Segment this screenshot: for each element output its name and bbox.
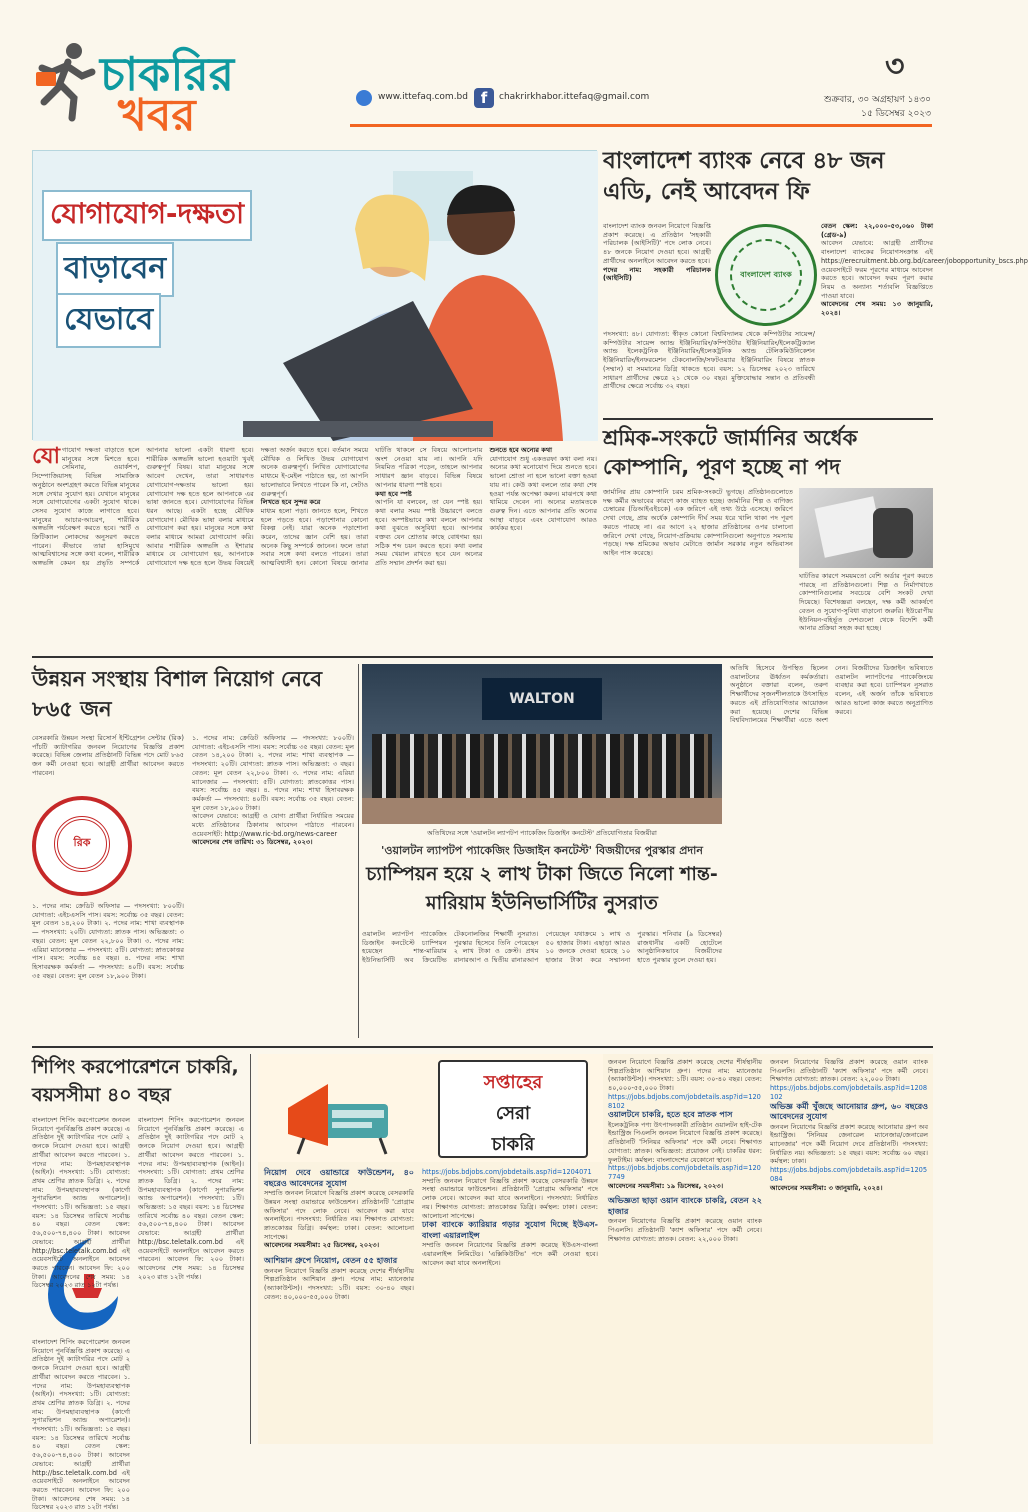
feature-col4: আপনি যা বলবেন, তা যেন স্পষ্ট হয়। কথা বলার সময় স্পষ্ট উচ্চারণে বলতে হবে। অস্পষ্টভাবে কথা বললে আপনার কথা বুঝতে অসুবিধা হবে। আপনার বক্তব্য যেন শ্রোতার কাছে বোধগম্য হয়। সঠিক শব্দ চয়ন করতে হবে। কথা বলার সময় খেয়াল রাখতে হবে যেন অন্যের প্রতি সম্মান প্রদর্শন করা হয়। xyxy=(375,498,483,568)
feature-col2: যোগাযোগ দক্ষ হতে হলে আপনাকে এর ভাষা জানতে হবে। যোগাযোগের বিভিন্ন ধরন আছে। একটা হচ্ছে মৌখিক যোগাযোগ। মৌখিক ভাষা বলার মাধ্যমে যোগাযোগ করা হয়। মানুষের সঙ্গে কথা বলার মাধ্যমে আমরা যোগাযোগ করি। আবার শারীরিক অঙ্গভঙ্গি ও ইশারার মাধ্যমে যে যোগাযোগ হয়, আপনাকে যোগাযোগে দক্ষ হতে হলে উভয় বিষয়েই দক্ষতা অর্জন করতে হবে। বর্তমান সময়ে মৌখিক ও লিখিত উভয় যোগাযোগ অনেক গুরুত্বপূর্ণ। লিখিত যোগাযোগের মাধ্যমে ই-মেইল পাঠাতে হয়, তা আপনি ভালোভাবে লিখতে পারেন কি না, সেটাও গুরুত্বপূর্ণ। xyxy=(146,446,369,568)
job1-title[interactable]: নিয়োগ দেবে ওয়ান্ডারে ফাউন্ডেশন, ৪০ বছরেও আবেদনের সুযোগ xyxy=(264,1168,414,1188)
weekly-header xyxy=(258,1054,603,1162)
job6-body: জনবল নিয়োগের বিজ্ঞপ্তি প্রকাশ করেছে আনোয়ার গ্রুপ অব ইন্ডাস্ট্রিজ। 'সিনিয়র জেনারেল ম্যানেজার/জেনারেল ম্যানেজার' পদে কর্মী নিয়োগ দেবে প্রতিষ্ঠানটি। পদসংখ্যা: নির্ধারিত নয়। অভিজ্ঞতা: ১৫ বছর। বয়স: সর্বোচ্চ ৬০ বছর। কর্মস্থল: ঢাকা। xyxy=(770,1122,928,1166)
bb-apply: আবেদন যেভাবে: আগ্রহী প্রার্থীদের বাংলাদেশ ব্যাংকের নিয়োগসংক্রান্ত এই https://erecruitment.bb.org.bd/career/jobopportunity_bscs.php ওয়েবসাইটে ফরম পূরণের মাধ্যমে আবেদন করতে হবে। আবেদন ফরম পূরণ করার নিয়ম ও অন্যান্য শর্তাবলি বিজ্ঞপ্তিতে পাওয়া যাবে। xyxy=(821,239,1028,300)
rule-lower xyxy=(32,1046,933,1048)
ngo-apply: আবেদন যেভাবে: আগ্রহী ও যোগ্য প্রার্থীরা নির্ধারিত সময়ের মধ্যে প্রতিষ্ঠানের ঠিকানায় আবেদন পাঠাতে পারবেন। ওয়েবসাইট: http://www.ric-bd.org/news-career xyxy=(192,812,354,838)
ngo-right xyxy=(192,734,354,1036)
contest-photo-caption: অতিথিদের সঙ্গে 'ওয়ালটন ল্যাপটপ প্যাকেজিং ডিজাইন কনটেস্ট' প্রতিযোগিতার বিজয়ীরা xyxy=(427,829,657,837)
job5-title[interactable]: অভিজ্ঞতা ছাড়া ওয়ান ব্যাংকে চাকরি, বেতন ২২ হাজার xyxy=(608,1196,762,1216)
job5-body: জনবল নিয়োগের বিজ্ঞপ্তি প্রকাশ করেছে ওয়ান ব্যাংক পিএলসি। প্রতিষ্ঠানটি 'ক্যাশ অফিসার' পদে কর্মী নেবে। শিক্ষাগত যোগ্যতা: স্নাতক। বেতন: ২২,০০০ টাকা। xyxy=(608,1217,762,1243)
weekly-title-card xyxy=(438,1060,588,1158)
germany-body-left xyxy=(603,488,793,648)
feature-col2-head: লিখতে হবে সুন্দর করে xyxy=(260,498,321,507)
date-bangla: শুক্রবার, ৩০ অগ্রহায়ণ ১৪৩০ xyxy=(824,95,931,105)
job4-link[interactable]: https://jobs.bdjobs.com/jobdetails.asp?id=1207749 xyxy=(608,1164,761,1181)
rule-bb-germany xyxy=(603,418,933,420)
weekly-headline-3: চাকরি xyxy=(491,1134,535,1155)
job3-title[interactable]: ঢাকা ব্যাংকে ক্যারিয়ার গড়ার সুযোগ দিচ্ছে ইউএস-বাংলা এয়ারলাইন্স xyxy=(422,1220,598,1240)
job1-deadline: আবেদনের সময়সীমা: ২৫ ডিসেম্বর, ২০২৩। xyxy=(264,1241,380,1250)
job4-deadline: আবেদনের সময়সীমা: ১৯ ডিসেম্বর, ২০২৩। xyxy=(608,1181,724,1190)
website-link[interactable]: www.ittefaq.com.bd xyxy=(378,92,468,102)
feature-dropcap: যো xyxy=(32,444,60,469)
job1-body-cont: সম্প্রতি জনবল নিয়োগে বিজ্ঞপ্তি প্রকাশ করেছে বেসরকারি উন্নয়ন সংস্থা ওয়ান্ডারে ফাউন্ডেশন। প্রতিষ্ঠানটি 'প্রোগ্রাম অফিসার' পদে লোক নেবে। আবেদন করা যাবে অনলাইনে। পদসংখ্যা: নির্ধারিত নয়। শিক্ষাগত যোগ্যতা: স্নাতকোত্তর ডিগ্রি। কর্মস্থল: ঢাকা। বেতন: আলোচনা সাপেক্ষে। xyxy=(422,1176,598,1220)
logo-top: চাকরির xyxy=(100,47,235,101)
contest-photo xyxy=(362,664,722,824)
shipping-article xyxy=(32,1054,244,1512)
contest-kicker: 'ওয়ালটন ল্যাপটপ প্যাকেজিং ডিজাইন কনটেস্ট' বিজয়ীদের পুরস্কার প্রদান xyxy=(381,844,703,857)
weekly-col-2 xyxy=(422,1168,598,1442)
job6-deadline: আবেদনের সময়সীমা: ৩ জানুয়ারি, ২০২৪। xyxy=(770,1183,883,1192)
contest-headline: চ্যাম্পিয়ন হয়ে ২ লাখ টাকা জিতে নিলো শান্ত-মারিয়াম ইউনিভার্সিটির নুসরাত xyxy=(366,863,718,914)
feature-headline-1: যোগাযোগ-দক্ষতা xyxy=(42,190,252,241)
feature-headline-3: যেভাবে xyxy=(56,293,161,348)
job1-link[interactable]: https://jobs.bdjobs.com/jobdetails.asp?id=1204071 xyxy=(422,1168,592,1176)
feature-col5: যোগাযোগ শুধু একতরফা কথা বলা নয়। অন্যের কথা মনোযোগ দিয়ে শুনতে হবে। ভালো শ্রোতা না হলে ভালো বক্তা হওয়া যায় না। কেউ কথা বললে তার কথা শেষ হওয়া পর্যন্ত অপেক্ষা করুন। মাঝপথে কথা থামিয়ে দেবেন না। অন্যের মতামতকে গুরুত্ব দিন। এতে আপনার প্রতি অন্যের আস্থা বাড়বে এবং যোগাযোগ আরও কার্যকর হবে। xyxy=(489,454,597,533)
job5-body-cont: জনবল নিয়োগের বিজ্ঞপ্তি প্রকাশ করেছে ওয়ান ব্যাংক পিএলসি। প্রতিষ্ঠানটি 'ক্যাশ অফিসার' পদে কর্মী নেবে। শিক্ষাগত যোগ্যতা: স্নাতক। বেতন: ২২,০০০ টাকা। xyxy=(770,1058,928,1084)
running-man-icon xyxy=(34,42,96,122)
job-card-1[interactable] xyxy=(264,1168,414,1250)
bb-intro: বাংলাদেশ ব্যাংক জনবল নিয়োগে বিজ্ঞপ্তি প্রকাশ করেছে। এ প্রতিষ্ঠান 'সহকারী পরিচালক (আইসিটি)' পদে লোক নেবে। ৪৮ জনকে নিয়োগ দেওয়া হবে। আগ্রহী প্রার্থীদের অনলাইনে আবেদন করতে হবে। xyxy=(603,222,711,265)
contest-banner: WALTON xyxy=(482,678,602,720)
job6-link[interactable]: https://jobs.bdjobs.com/jobdetails.asp?id=1205084 xyxy=(770,1166,928,1183)
weekly-jobs-section xyxy=(258,1054,933,1444)
masthead xyxy=(0,0,945,141)
ngo-headline: উন্নয়ন সংস্থায় বিশাল নিয়োগ নেবে ৮৬৫ জন xyxy=(32,667,323,722)
ngo-deadline: আবেদনের শেষ তারিখ: ৩১ ডিসেম্বর, ২০২৩। xyxy=(192,838,313,847)
bangladesh-bank-article xyxy=(603,146,1028,414)
divider-ngo xyxy=(358,664,359,1038)
feature-col1: গাযোগ দক্ষতা বাড়াতে হলে মানুষের সঙ্গে মিশতে হবে। সেমিনার, ওয়ার্কশপ, সিম্পোজিয়াসহ বিভিন্ন সামাজিক অনুষ্ঠানে অংশগ্রহণ করতে বিভিন্ন মানুষের সঙ্গে দেখার সুযোগ হয়। যেখানে মানুষের সঙ্গে যোগাযোগের একটা সুযোগ থাকে। সেসব সুযোগ কাজে লাগাতে হবে। মানুষের আচার-আচরণ, শারীরিক অঙ্গভঙ্গি পর্যবেক্ষণ করতে হবে। স্মার্ট ও ক্রিটিক্যাল লোকদের অনুসরণ করতে পারেন। কীভাবে তারা হাসিমুখে আত্মবিশ্বাসের সঙ্গে কথা বলেন, শারীরিক অঙ্গভঙ্গি কেমন হয় প্রভৃতি সম্পর্কে আপনার ভালো একটা ধারণা হবে। শারীরিক অঙ্গভঙ্গি ভালো হওয়াটা খুবই গুরুত্বপূর্ণ বিষয়। যারা মানুষের সঙ্গে আবেগ দেখেন, তারা সাধারণত যোগাযোগ-দক্ষতায় ভালো হয়। xyxy=(32,446,254,568)
ngo-intro: বেসরকারি উন্নয়ন সংস্থা রিসোর্স ইন্টিগ্রেশন সেন্টার (রিক) পাঁচটি ক্যাটাগরির জনবল নিয়োগের বিজ্ঞপ্তি প্রকাশ করেছে। বিভিন্ন জেলায় প্রতিষ্ঠানটি বিভিন্ন পদে মোট ৮৬৫ জন কর্মী নেওয়া হবে। আগ্রহী প্রার্থীরা আবেদন করতে পারবেন। xyxy=(32,734,184,777)
job-card-2[interactable] xyxy=(264,1256,414,1301)
bb-headline: বাংলাদেশ ব্যাংক নেবে ৪৮ জন এডি, নেই আবেদন ফি xyxy=(603,148,885,206)
job-card-6[interactable] xyxy=(770,1102,928,1193)
weekly-headline-1: সপ্তাহের xyxy=(483,1072,543,1093)
feature-headline-2: বাড়াবেন xyxy=(56,242,174,297)
contest-right: অতিথি হিসেবে উপস্থিত ছিলেন ওয়ালটনের ঊর্ধ্বতন কর্মকর্তারা। অনুষ্ঠানে বক্তারা বলেন, তরুণ শিক্ষার্থীদের সৃজনশীলতাকে উৎসাহিত করতে এই প্রতিযোগিতার আয়োজন করা হয়েছে। দেশের বিভিন্ন বিশ্ববিদ্যালয়ের শিক্ষার্থীরা এতে অংশ নেন। বিজয়ীদের ডিজাইন ভবিষ্যতে ওয়ালটন ল্যাপটপের প্যাকেজিংয়ে ব্যবহার করা হবে। চ্যাম্পিয়ন নুসরাত বলেন, এই অর্জন তাঁকে ভবিষ্যতে আরও ভালো কাজ করতে অনুপ্রাণিত করবে। xyxy=(730,664,933,725)
contest-body: ওয়ালটন ল্যাপটপ প্যাকেজিং ডিজাইন কনটেস্টে চ্যাম্পিয়ন হয়েছেন শান্ত-মারিয়াম ইউনিভার্সিটি অব ক্রিয়েটিভ টেকনোলজির শিক্ষার্থী নুসরাত। পুরস্কার হিসেবে তিনি পেয়েছেন ২ লাখ টাকা ও ক্রেস্ট। প্রথম রানারআপ ও দ্বিতীয় রানারআপ পেয়েছেন যথাক্রমে ১ লাখ ও ৫০ হাজার টাকা। এছাড়া আরও ১০ জনকে দেওয়া হয়েছে ১০ হাজার টাকা করে সম্মাননা পুরস্কার। শনিবার (৯ ডিসেম্বর) রাজধানীর একটি হোটেলে আনুষ্ঠানিকভাবে বিজয়ীদের হাতে পুরস্কার তুলে দেওয়া হয়। xyxy=(362,930,722,965)
bb-salary: বেতন স্কেল: ২২,০০০-৫৩,০৬০ টাকা (গ্রেড-৯) xyxy=(821,222,933,239)
date-english: ১৫ ডিসেম্বর ২০২৩ xyxy=(861,109,931,119)
shipping-body-2: বাংলাদেশ শিপিং করপোরেশন জনবল নিয়োগে পুনর্বিজ্ঞপ্তি প্রকাশ করেছে। এ প্রতিষ্ঠান দুই ক্যাটাগরির পদে মোট ২ জনকে নিয়োগ দেওয়া হবে। আগ্রহী প্রার্থীরা আবেদন করতে পারবেন। ১. পদের নাম: উপমহাব্যবস্থাপক (আইন)। পদসংখ্যা: ১টি। যোগ্যতা: প্রথম শ্রেণির স্নাতক ডিগ্রি। ২. পদের নাম: উপমহাব্যবস্থাপক (কার্গো সুপারভিশন অ্যান্ড অপারেশন)। পদসংখ্যা: ১টি। অভিজ্ঞতা: ১৫ বছর। বয়স: ১৪ ডিসেম্বর তারিখে সর্বোচ্চ ৪০ বছর। বেতন স্কেল: ৫৬,৫০০-৭৪,৪০০ টাকা। আবেদন যেভাবে: আগ্রহী প্রার্থীরা http://bsc.teletalk.com.bd এই ওয়েবসাইটে অনলাইনে আবেদন করতে পারবেন। আবেদন ফি: ২০০ টাকা। আবেদনের শেষ সময়: ১৪ ডিসেম্বর ২০২৩ রাত ১২টা পর্যন্ত। xyxy=(138,1116,244,1281)
feature-col4-head: কথা হবে স্পষ্ট xyxy=(375,489,412,498)
job1-body: সম্প্রতি জনবল নিয়োগে বিজ্ঞপ্তি প্রকাশ করেছে বেসরকারি উন্নয়ন সংস্থা ওয়ান্ডারে ফাউন্ডেশন। প্রতিষ্ঠানটি 'প্রোগ্রাম অফিসার' পদে লোক নেবে। আবেদন করা যাবে অনলাইনে। পদসংখ্যা: নির্ধারিত নয়। শিক্ষাগত যোগ্যতা: স্নাতকোত্তর ডিগ্রি। কর্মস্থল: ঢাকা। বেতন: আলোচনা সাপেক্ষে। xyxy=(264,1189,414,1241)
bb-seal-label: বাংলাদেশ ব্যাংক xyxy=(740,270,792,279)
job3-body: সম্প্রতি জনবল নিয়োগের বিজ্ঞপ্তি প্রকাশ করেছে ইউএস-বাংলা এয়ারলাইন্স লিমিটেড। 'এক্সিকিউটিভ' পদে কর্মী নেওয়া হবে। আবেদন করা যাবে অনলাইনে। xyxy=(422,1241,598,1267)
feature-body xyxy=(32,446,597,646)
facebook-link[interactable]: chakrirkhabor.ittefaq@gmail.com xyxy=(499,92,650,102)
germany-article xyxy=(603,424,933,650)
job2-body-cont: জনবল নিয়োগে বিজ্ঞপ্তি প্রকাশ করেছে দেশের শীর্ষস্থানীয় শিল্পপ্রতিষ্ঠান আশিয়ান গ্রুপ। পদের নাম: ম্যানেজার (অ্যাকাউন্টস)। পদসংখ্যা: ১টি। বয়স: ৩০-৪০ বছর। বেতন: ৪০,০০০-৫৫,০০০ টাকা। xyxy=(608,1058,762,1093)
job2-body: জনবল নিয়োগে বিজ্ঞপ্তি প্রকাশ করেছে দেশের শীর্ষস্থানীয় শিল্পপ্রতিষ্ঠান আশিয়ান গ্রুপ। পদের নাম: ম্যানেজার (অ্যাকাউন্টস)। পদসংখ্যা: ১টি। বয়স: ৩০-৪০ বছর। বেতন: ৪০,০০০-৫৫,০০০ টাকা। xyxy=(264,1266,414,1301)
shipping-body-right xyxy=(138,1116,244,1442)
weekly-col-3 xyxy=(608,1058,762,1442)
ngo-jobs-2: ১. পদের নাম: ক্রেডিট অফিসার — পদসংখ্যা: ৮০০টি। যোগ্যতা: এইচএসসি পাস। বয়স: সর্বোচ্চ ৩৫ বছর। বেতন: মূল বেতন ১৪,২০০ টাকা। ২. পদের নাম: শাখা ব্যবস্থাপক — পদসংখ্যা: ২০টি। যোগ্যতা: স্নাতক পাস। অভিজ্ঞতা: ৩ বছর। বেতন: মূল বেতন ২২,৮০০ টাকা। ৩. পদের নাম: এরিয়া ম্যানেজার — পদসংখ্যা: ৫টি। যোগ্যতা: স্নাতকোত্তর পাস। বয়স: সর্বোচ্চ ৪৫ বছর। ৪. পদের নাম: শাখা হিসাবরক্ষক কর্মকর্তা — পদসংখ্যা: ৪০টি। বয়স: সর্বোচ্চ ৩৫ বছর। বেতন: মূল বেতন ১৮,৯০০ টাকা। xyxy=(192,734,354,812)
feature-article xyxy=(32,150,597,650)
facebook-icon: f xyxy=(474,88,494,108)
ngo-article xyxy=(32,664,354,1038)
bb-seal xyxy=(715,224,817,326)
shipping-body: বাংলাদেশ শিপিং করপোরেশন জনবল নিয়োগে পুনর্বিজ্ঞপ্তি প্রকাশ করেছে। এ প্রতিষ্ঠান দুই ক্যাটাগরির পদে মোট ২ জনকে নিয়োগ দেওয়া হবে। আগ্রহী প্রার্থীরা আবেদন করতে পারবেন। ১. পদের নাম: উপমহাব্যবস্থাপক (আইন)। পদসংখ্যা: ১টি। যোগ্যতা: প্রথম শ্রেণির স্নাতক ডিগ্রি। ২. পদের নাম: উপমহাব্যবস্থাপক (কার্গো সুপারভিশন অ্যান্ড অপারেশন)। পদসংখ্যা: ১টি। অভিজ্ঞতা: ১৫ বছর। বয়স: ১৪ ডিসেম্বর তারিখে সর্বোচ্চ ৪০ বছর। বেতন স্কেল: ৫৬,৫০০-৭৪,৪০০ টাকা। আবেদন যেভাবে: আগ্রহী প্রার্থীরা http://bsc.teletalk.com.bd এই ওয়েবসাইটে অনলাইনে আবেদন করতে পারবেন। আবেদন ফি: ২০০ টাকা। আবেদনের শেষ সময়: ১৪ ডিসেম্বর ২০২৩ রাত ১২টা পর্যন্ত। xyxy=(32,1116,130,1290)
job4-title[interactable]: ওয়ালটনে চাকরি, হতে হবে স্নাতক পাস xyxy=(608,1110,733,1120)
feature-col3: মাধ্যম হলো পড়া। জানতে হলে, শিখতে হলে পড়তে হবে। পড়াশোনার কোনো বিকল্প নেই। যারা অনেক পড়াশোনা করেন, তাদের জ্ঞান বেশি হয়। তারা অনেক কিছু সম্পর্কে জানেন। ফলে তারা সবার সঙ্গে কথা বলতে পারেন। তারা আত্মবিশ্বাসী হন। কোনো বিষয়ে জানার ঘাটতি থাকলে সে বিষয়ে আলোচনায় অংশ নেওয়া যায় না। আপনি যদি নিয়মিত পত্রিকা পড়েন, তাহলে আপনার সাধারণ জ্ঞান বাড়বে। বিভিন্ন বিষয়ে আপনার ধারণা স্পষ্ট হবে। xyxy=(260,446,483,568)
job2-link[interactable]: https://jobs.bdjobs.com/jobdetails.asp?id=1208102 xyxy=(608,1092,761,1110)
weekly-col-4 xyxy=(770,1058,928,1442)
germany-body1: জার্মানির প্রায় কোম্পানি চরম শ্রমিক-সংকটে ভুগছে। প্রতিষ্ঠানগুলোতে দক্ষ কর্মীর অভাবের কারণে কাজ ব্যাহত হচ্ছে। জার্মানির শিল্প ও বাণিজ্য চেম্বারের (ডিআইএইচকে) এক জরিপে এই তথ্য উঠে এসেছে। জরিপে দেখা গেছে, প্রায় অর্ধেক কোম্পানি দীর্ঘ সময় ধরে খালি থাকা পদ পূরণ করতে পারছে না। xyxy=(603,488,793,531)
germany-photo xyxy=(799,488,933,568)
germany-headline: শ্রমিক-সংকটে জার্মানির অর্ধেক কোম্পানি, পূরণ হচ্ছে না পদ xyxy=(603,426,858,480)
rule-upper xyxy=(32,656,933,658)
page-number: ৩ xyxy=(885,49,905,84)
logo-bottom: খবর xyxy=(118,90,196,141)
ngo-seal-label: রিক xyxy=(73,836,91,849)
divider-shipping xyxy=(250,1054,251,1444)
shipping-body-bottom xyxy=(32,1338,130,1512)
weekly-col-1 xyxy=(264,1168,414,1442)
job4-body: ইলেকট্রনিক পণ্য উৎপাদনকারী প্রতিষ্ঠান ওয়ালটন হাই-টেক ইন্ডাস্ট্রিজ পিএলসি জনবল নিয়োগে বিজ্ঞপ্তি প্রকাশ করেছে। প্রতিষ্ঠানটি 'সিনিয়র অফিসার' পদে কর্মী নেবে। শিক্ষাগত যোগ্যতা: স্নাতক। অভিজ্ঞতা: প্রয়োজন নেই। চাকরির ধরন: ফুলটাইম। কর্মস্থল: বাংলাদেশের যেকোনো স্থানে। xyxy=(608,1120,762,1164)
laptop-contest-article xyxy=(362,664,933,1038)
job6-title[interactable]: অভিজ্ঞ কর্মী খুঁজছে আনোয়ার গ্রুপ, ৬০ বছরেও আবেদনের সুযোগ xyxy=(770,1101,928,1122)
job5-link[interactable]: https://jobs.bdjobs.com/jobdetails.asp?id=1208102 xyxy=(770,1084,928,1101)
shipping-body-left xyxy=(32,1116,130,1290)
ngo-seal xyxy=(32,796,132,896)
feature-col5-head: শুনতে হবে অন্যের কথা xyxy=(489,446,553,454)
ngo-jobs: ১. পদের নাম: ক্রেডিট অফিসার — পদসংখ্যা: ৮০০টি। যোগ্যতা: এইচএসসি পাস। বয়স: সর্বোচ্চ ৩৫ বছর। বেতন: মূল বেতন ১৪,২০০ টাকা। ২. পদের নাম: শাখা ব্যবস্থাপক — পদসংখ্যা: ২০টি। যোগ্যতা: স্নাতক পাস। অভিজ্ঞতা: ৩ বছর। বেতন: মূল বেতন ২২,৮০০ টাকা। ৩. পদের নাম: এরিয়া ম্যানেজার — পদসংখ্যা: ৫টি। যোগ্যতা: স্নাতকোত্তর পাস। বয়স: সর্বোচ্চ ৪৫ বছর। ৪. পদের নাম: শাখা হিসাবরক্ষক কর্মকর্তা — পদসংখ্যা: ৪০টি। বয়স: সর্বোচ্চ ৩৫ বছর। বেতন: মূল বেতন ১৮,৯০০ টাকা। xyxy=(32,902,184,980)
bb-deadline: আবেদনের শেষ সময়: ১৩ জানুয়ারি, ২০২৪। xyxy=(821,300,933,318)
shipping-body-cont: বাংলাদেশ শিপিং করপোরেশন জনবল নিয়োগে পুনর্বিজ্ঞপ্তি প্রকাশ করেছে। এ প্রতিষ্ঠান দুই ক্যাটাগরির পদে মোট ২ জনকে নিয়োগ দেওয়া হবে। আগ্রহী প্রার্থীরা আবেদন করতে পারবেন। ১. পদের নাম: উপমহাব্যবস্থাপক (আইন)। পদসংখ্যা: ১টি। যোগ্যতা: প্রথম শ্রেণির স্নাতক ডিগ্রি। ২. পদের নাম: উপমহাব্যবস্থাপক (কার্গো সুপারভিশন অ্যান্ড অপারেশন)। পদসংখ্যা: ১টি। অভিজ্ঞতা: ১৫ বছর। বয়স: ১৪ ডিসেম্বর তারিখে সর্বোচ্চ ৪০ বছর। বেতন স্কেল: ৫৬,৫০০-৭৪,৪০০ টাকা। আবেদন যেভাবে: আগ্রহী প্রার্থীরা http://bsc.teletalk.com.bd এই ওয়েবসাইটে অনলাইনে আবেদন করতে পারবেন। আবেদন ফি: ২০০ টাকা। আবেদনের শেষ সময়: ১৪ ডিসেম্বর ২০২৩ রাত ১২টা পর্যন্ত। xyxy=(32,1338,130,1512)
germany-caption: ঘাটতির কারণে সময়মতো বেশি অর্ডার পূরণ করতে পারছে না প্রতিষ্ঠানগুলো। শিল্প ও নির্মাণখাতে কোম্পানিগুলোর সবচেয়ে বেশি সংকট দেখা দিয়েছে। বিশেষজ্ঞরা বলছেন, দক্ষ কর্মী আকর্ষণে বেতন ও সুযোগ-সুবিধা বাড়ানো জরুরি। ইউরোপীয় ইউনিয়ন-বহির্ভূত দেশগুলো থেকে বিদেশি কর্মী আনার প্রক্রিয়া সহজ করা হচ্ছে। xyxy=(799,572,933,633)
bb-col-mid xyxy=(603,330,815,412)
weekly-headline-2: সেরা xyxy=(495,1103,531,1124)
job2-title[interactable]: আশিয়ান গ্রুপে নিয়োগ, বেতন ৫৫ হাজার xyxy=(264,1256,398,1266)
masthead-rule xyxy=(350,124,932,127)
germany-body2: এর আগে ২২ হাজার প্রতিষ্ঠানের ওপর চালানো জরিপে দেখা গেছে, নিয়োগ-প্রক্রিয়ায় কোম্পানিগুলো অনুপাতে সমস্যায় পড়ছে। দক্ষ শ্রমিকের অভাব মেটাতে জার্মান সরকার নতুন অভিবাসন আইন পাস করেছে। xyxy=(603,522,793,557)
job-card-5[interactable] xyxy=(608,1196,762,1243)
bb-details: পদসংখ্যা: ৪৮। যোগ্যতা: স্বীকৃত কোনো বিশ্ববিদ্যালয় থেকে কম্পিউটার সায়েন্স/কম্পিউটার সায়েন্স অ্যান্ড ইঞ্জিনিয়ারিং/কম্পিউটার ইঞ্জিনিয়ারিং/ইলেকট্রিক্যাল অ্যান্ড ইলেকট্রনিক ইঞ্জিনিয়ারিং/ইলেকট্রনিক অ্যান্ড টেলিকমিউনিকেশন ইঞ্জিনিয়ারিং/ইনফরমেশন টেকনোলজি/সফটওয়্যার ইঞ্জিনিয়ারিং বিষয়ে স্নাতক (সম্মান) বা সমমানের ডিগ্রি থাকতে হবে। বয়স: ১২ ডিসেম্বর ২০২৩ তারিখে সাধারণ প্রার্থীদের ক্ষেত্রে ২১ থেকে ৩০ বছর। মুক্তিযোদ্ধার সন্তান ও প্রতিবন্ধী প্রার্থীদের ক্ষেত্রে সর্বোচ্চ ৩২ বছর। xyxy=(603,330,815,391)
shipping-headline: শিপিং করপোরেশনে চাকরি, বয়সসীমা ৪০ বছর xyxy=(32,1056,239,1106)
bb-post: পদের নাম: সহকারী পরিচালক (আইসিটি) xyxy=(603,265,711,283)
job-card-4[interactable] xyxy=(608,1110,762,1190)
bb-col-right xyxy=(821,222,1028,412)
globe-icon xyxy=(356,90,372,106)
megaphone-icon xyxy=(268,1064,408,1154)
job-card-3[interactable] xyxy=(422,1220,598,1267)
